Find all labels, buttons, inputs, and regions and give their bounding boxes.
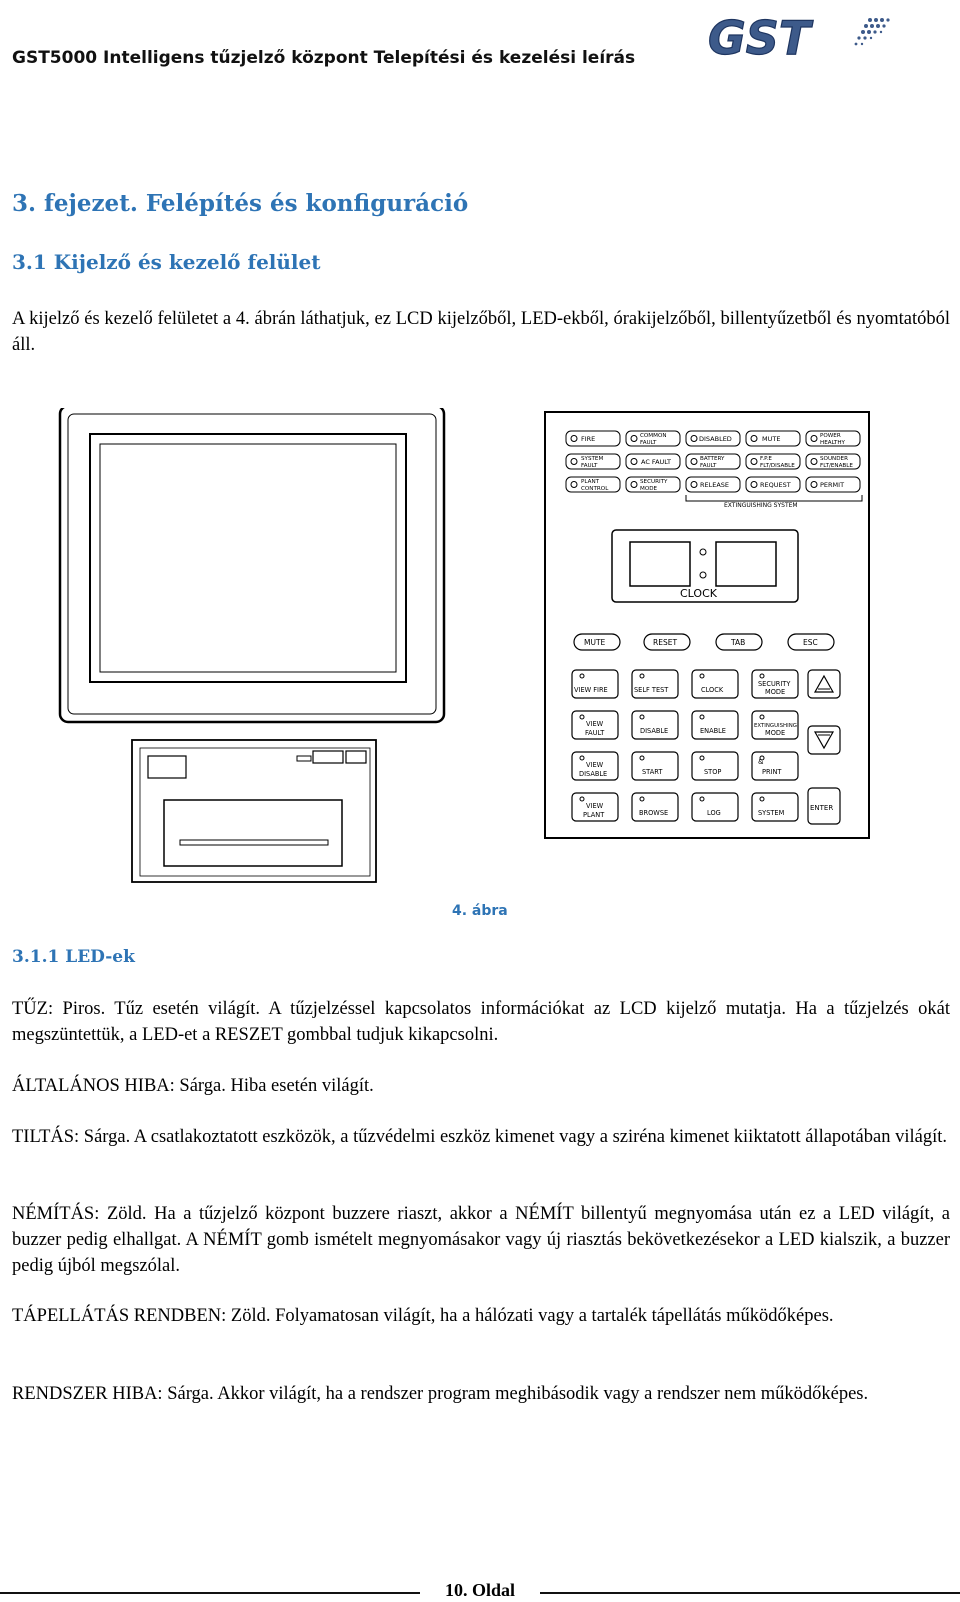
led-label: PLANT [581,479,600,485]
led-paragraph-power-healthy: TÁPELLÁTÁS RENDBEN: Zöld. Folyamatosan világít, ha a hálózati vagy a tartalék tápellátás működőképes. [12,1306,834,1326]
key-label: VIEW [586,802,604,810]
figure-caption: 4. ábra [452,903,508,919]
system-key [752,793,798,821]
led-label: DISABLED [699,435,732,443]
key-label: FAULT [585,729,605,737]
led-disabled [686,431,740,446]
led-label: MODE [640,486,658,492]
led-label: CONTROL [581,486,609,492]
view-fire-key [572,670,618,698]
led-label: MUTE [762,435,781,443]
led-sounder-flt-enable [806,454,860,469]
key-label: SELF TEST [634,686,669,694]
led-label: RELEASE [700,481,730,489]
led-common-fault [626,431,680,446]
led-paragraph-common-fault: ÁLTALÁNOS HIBA: Sárga. Hiba esetén világít. [12,1076,374,1096]
browse-key [632,793,678,821]
logo-text: GST [708,11,811,65]
led-security-mode [626,477,680,492]
led-label: FLT/ENABLE [820,463,853,469]
key-label: ESC [803,638,818,647]
key-label: BROWSE [639,809,669,817]
page-number: 10. Oldal [444,1580,515,1600]
key-label: TAB [731,638,746,647]
led-label: SECURITY [640,479,668,485]
led-label: FAULT [700,463,717,469]
view-disable-key [572,752,618,780]
document-header-title: GST5000 Intelligens tűzjelző központ Telepítési és kezelési leírás [12,48,636,68]
key-label: SECURITY [758,680,791,688]
key-label: MUTE [584,638,606,647]
esc-key [788,634,834,650]
key-label: MODE [765,688,786,696]
printer [132,740,376,882]
key-label: & [758,758,764,766]
keypad [572,670,840,824]
key-label: DISABLE [579,770,608,778]
key-label: PRINT [762,768,782,776]
led-permit [806,477,860,492]
up-arrow-key [808,670,840,698]
log-key [692,793,738,821]
led-label: SOUNDER [820,456,848,462]
led-label: REQUEST [760,481,791,489]
extinguishing-mode-key [752,711,798,739]
led-battery-fault [686,454,740,469]
key-label: CLOCK [701,686,724,694]
led-paragraph-fire: TŰZ: Piros. Tűz esetén világít. A tűzjelzéssel kapcsolatos információkat az LCD kijelző mutatja. Ha a tűzjelzés okát megszüntettük, a LED-et a RESZET gombbal tudjuk kikapcsolni. [12,999,950,1045]
view-plant-key [572,793,618,821]
lcd-display [60,408,444,722]
key-label: SYSTEM [758,809,785,817]
start-key [632,752,678,780]
top-keys [574,634,834,650]
led-label: BATTERY [700,456,725,462]
down-arrow-key [808,726,840,754]
key-label: VIEW [586,720,604,728]
led-fire [566,431,620,446]
led-system-fault [566,454,620,469]
led-plant-control [566,477,620,492]
led-label: HEALTHY [820,440,845,446]
key-label: STOP [704,768,722,776]
clock-key [692,670,738,698]
intro-paragraph: A kijelző és kezelő felületet a 4. ábrán láthatjuk, ez LCD kijelzőből, LED-ekből, órakijelzőből, billentyűzetből és nyomtatóból áll. [12,309,950,355]
stop-key [692,752,738,780]
key-label: PLANT [583,811,605,819]
led-label: FAULT [640,440,657,446]
led-label: PERMIT [820,481,845,489]
gst-logo [708,6,908,66]
section-heading: 3.1 Kijelző és kezelő felület [12,250,321,274]
led-paragraph-disabled: TILTÁS: Sárga. A csatlakoztatott eszközök, a tűzvédelmi eszköz kimenet vagy a sziréna kimenet kiiktatott állapotában világít. [12,1127,947,1147]
led-mute [746,431,800,446]
led-label: AC FAULT [641,458,671,466]
clock-label: CLOCK [680,587,717,600]
enter-key [808,788,840,824]
led-paragraph-mute: NÉMÍTÁS: Zöld. Ha a tűzjelző központ buzzere riaszt, akkor a NÉMÍT billentyű megnyomása után ez a LED világít, a buzzer pedig elhallgat. A NÉMÍT gomb ismételt megnyomásakor vagy új riasztás bekövetkezésekor a LED kialszik, a buzzer pedig újból megszólal. [12,1204,950,1276]
key-label: LOG [707,809,721,817]
extinguishing-system-label: EXTINGUISHING SYSTEM [724,502,798,509]
key-label: DISABLE [640,727,669,735]
key-label: ENTER [810,804,834,812]
led-indicator-grid [566,431,862,509]
control-panel-figure [0,408,960,888]
view-fault-key [572,711,618,739]
led-label: COMMON [640,433,667,439]
led-label: FLT/DISABLE [760,463,795,469]
led-label: POWER [820,433,841,439]
led-ac-fault [626,454,680,469]
led-release [686,477,740,492]
mute-key [574,634,620,650]
print-key [752,752,798,780]
led-label: F.P.E [760,456,772,462]
key-label: MODE [765,729,786,737]
security-mode-key [752,670,798,698]
chapter-heading: 3. fejezet. Felépítés és konfiguráció [12,190,469,217]
self-test-key [632,670,678,698]
led-request [746,477,800,492]
tab-key [716,634,762,650]
key-label: VIEW [586,761,604,769]
key-label: START [642,768,663,776]
led-paragraph-system-fault: RENDSZER HIBA: Sárga. Akkor világít, ha a rendszer program meghibásodik vagy a rendszer nem működőképes. [12,1384,869,1404]
led-label: FAULT [581,463,598,469]
enable-key [692,711,738,739]
key-label: ENABLE [700,727,726,735]
led-power-healthy [806,431,860,446]
led-fpe-flt-disable [746,454,800,469]
reset-key [644,634,690,650]
key-label: EXTINGUISHING [754,723,797,729]
led-label: FIRE [581,435,596,443]
key-label: RESET [653,638,678,647]
clock-display [612,530,798,602]
led-label: SYSTEM [581,456,604,462]
disable-key [632,711,678,739]
subsection-heading: 3.1.1 LED-ek [12,947,135,967]
key-label: VIEW FIRE [574,686,608,694]
